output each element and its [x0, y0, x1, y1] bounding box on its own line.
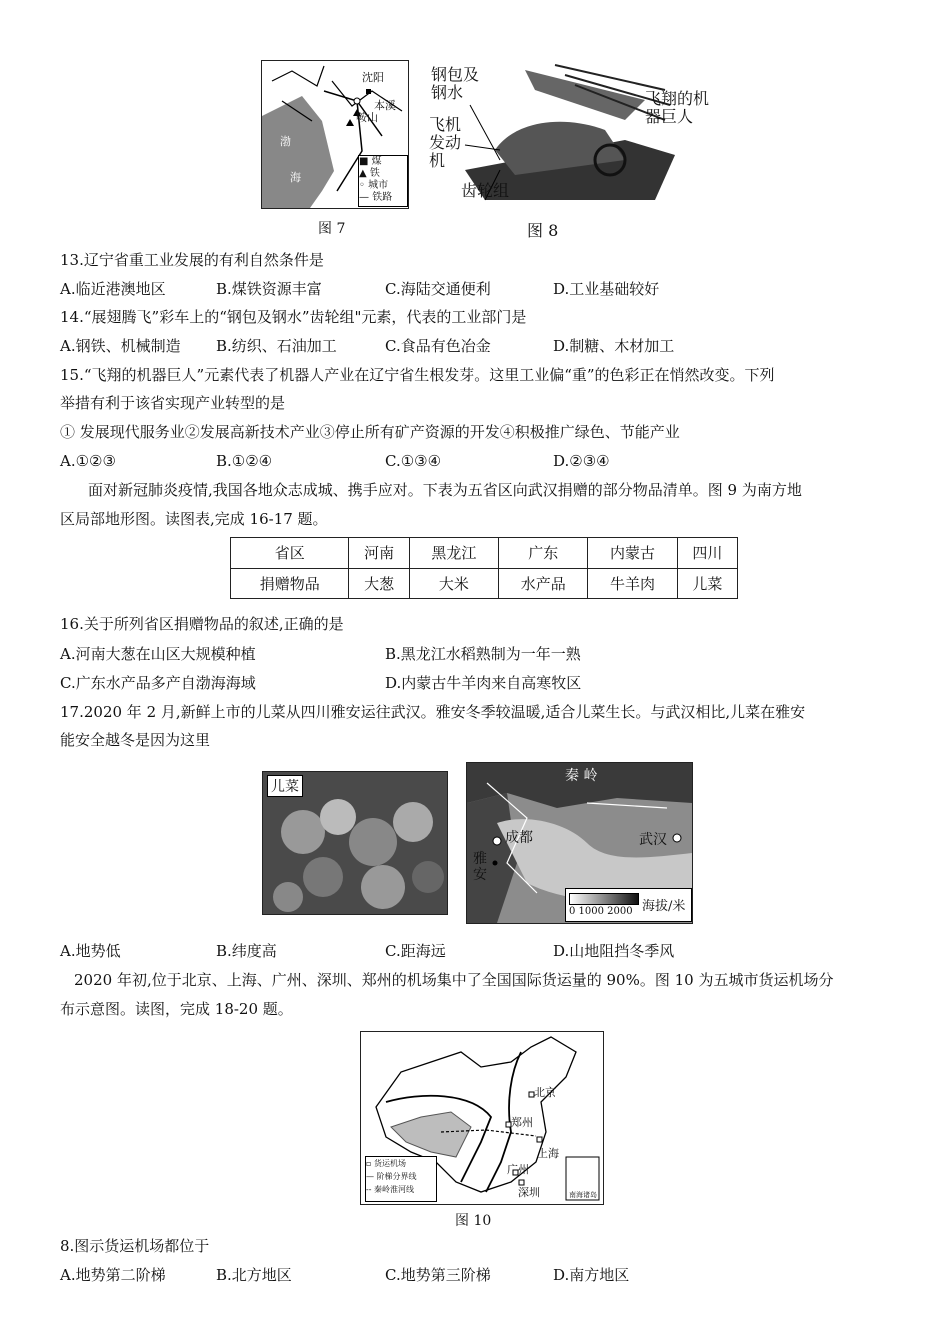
q17-option-c: C.距海远	[385, 942, 446, 960]
label-anshan: 鞍山	[356, 111, 378, 124]
q14-stem: 14.“展翅腾飞”彩车上的“钢包及钢水”齿轮组"元素，代表的工业部门是	[60, 308, 527, 326]
elevation-unit: 海拔/米	[642, 899, 686, 914]
table-cell: 四川	[677, 538, 737, 569]
robot-wing	[525, 70, 645, 120]
intro-16-line2: 区局部地形图。读图表,完成 16-17 题。	[60, 510, 328, 528]
elevation-gradient	[569, 893, 639, 905]
coal-marker	[366, 89, 371, 94]
label-wuhan: 武汉	[639, 832, 667, 848]
table-cell: 捐赠物品	[231, 568, 349, 599]
q15-option-b: B.①②④	[216, 452, 273, 470]
table-row-provinces	[231, 538, 738, 569]
label-hai: 海	[290, 171, 301, 184]
table-cell: 水产品	[499, 568, 588, 599]
fig10-legend	[365, 1156, 437, 1202]
q16-stem: 16.关于所列省区捐赠物品的叙述,正确的是	[60, 615, 344, 633]
table-cell: 广东	[499, 538, 588, 569]
q16-option-a: A.河南大葱在山区大规模种植	[60, 645, 256, 663]
q15-items: ① 发展现代服务业②发展高新技术产业③停止所有矿产资源的开发④积极推广绿色、节能产业	[60, 423, 680, 441]
inset-label: 南海诸岛	[569, 1191, 597, 1199]
intro-18-line1: 2020 年初,位于北京、上海、广州、深圳、郑州的机场集中了全国国际货运量的 90%。图 10 为五城市货运机场分	[74, 971, 834, 989]
q15-option-c: C.①③④	[385, 452, 442, 470]
label-chengdu: 成都	[505, 830, 533, 846]
table-row-items	[231, 568, 738, 599]
table-cell: 牛羊肉	[588, 568, 677, 599]
label-yaan: 雅安	[473, 851, 487, 883]
q18-option-a: A.地势第二阶梯	[60, 1266, 166, 1284]
label-robot: 飞翔的机器巨人	[645, 89, 710, 126]
intro-18-line2: 布示意图。读图，完成 18-20 题。	[60, 1000, 293, 1018]
q15-option-d: D.②③④	[553, 452, 610, 470]
city-zhengzhou: 郑州	[511, 1116, 533, 1129]
q18-stem: 8.图示货运机场都位于	[60, 1237, 210, 1255]
q15-stem-line2: 举措有利于该省实现产业转型的是	[60, 394, 286, 412]
fig7-legend	[358, 155, 408, 207]
q13-option-b: B.煤铁资源丰富	[216, 280, 322, 298]
label-benxi: 本溪	[374, 99, 396, 112]
ercai-photo	[262, 771, 448, 915]
bohai-sea	[262, 96, 334, 208]
table-cell: 河南	[349, 538, 409, 569]
elevation-scale: 0 1000 2000	[569, 906, 633, 917]
legend-iron: ▲ 铁	[359, 168, 380, 179]
q17-option-a: A.地势低	[60, 942, 121, 960]
legend-coal: ■ 煤	[359, 156, 382, 167]
fig7-caption: 图 7	[318, 221, 346, 237]
label-gear: 齿轮组	[461, 181, 510, 200]
city-beijing: 北京	[534, 1086, 556, 1099]
label-steel: 钢包及钢水	[431, 65, 480, 102]
q14-option-a: A.钢铁、机械制造	[60, 337, 181, 355]
legend-railway: — 铁路	[359, 192, 393, 203]
q17-option-b: B.纬度高	[216, 942, 277, 960]
intro-16-line1: 面对新冠肺炎疫情,我国各地众志成城、携手应对。下表为五省区向武汉捐赠的部分物品清单。图 9 为南方地	[88, 481, 802, 499]
label-engine: 飞机发动机	[429, 115, 462, 170]
figure-8-float	[425, 60, 710, 208]
q18-option-d: D.南方地区	[553, 1266, 630, 1284]
q16-option-c: C.广东水产品多产自渤海海域	[60, 674, 256, 692]
q17-option-d: D.山地阻挡冬季风	[553, 942, 675, 960]
label-bo: 渤	[280, 135, 291, 148]
q13-option-a: A.临近港澳地区	[60, 280, 166, 298]
legend-qinling-huaihe: ‐‐ 秦岭淮河线	[366, 1185, 414, 1194]
iron-marker	[346, 119, 354, 126]
q16-option-d: D.内蒙古牛羊肉来自高寒牧区	[385, 674, 582, 692]
q13-stem: 13.辽宁省重工业发展的有利自然条件是	[60, 251, 324, 269]
table-cell: 省区	[231, 538, 349, 569]
elevation-legend	[565, 888, 692, 922]
table-cell: 大葱	[349, 568, 409, 599]
q17-stem-line2: 能安全越冬是因为这里	[60, 731, 211, 749]
city-shanghai: 上海	[537, 1147, 559, 1160]
legend-city: ◦ 城市	[359, 180, 389, 191]
figure-10-china-map	[360, 1031, 604, 1205]
q13-option-c: C.海陆交通便利	[385, 280, 491, 298]
table-cell: 儿菜	[677, 568, 737, 599]
city-shenyang-dot	[354, 98, 360, 104]
q14-option-d: D.制糖、木材加工	[553, 337, 675, 355]
fig8-caption: 图 8	[527, 221, 559, 240]
ercai-photo-label: 儿菜	[267, 775, 303, 797]
donation-table	[230, 537, 738, 599]
city-shenzhen: 深圳	[518, 1186, 540, 1199]
q13-option-d: D.工业基础较好	[553, 280, 660, 298]
q14-option-b: B.纺织、石油加工	[216, 337, 337, 355]
table-cell: 大米	[409, 568, 498, 599]
label-qinling: 秦 岭	[565, 768, 598, 784]
q15-stem-line1: 15.“飞翔的机器巨人”元素代表了机器人产业在辽宁省生根发芽。这里工业偏“重”的色彩正在悄然改变。下列	[60, 366, 775, 384]
q17-stem-line1: 17.2020 年 2 月,新鲜上市的儿菜从四川雅安运往武汉。雅安冬季较温暖,适合儿菜生长。与武汉相比,儿菜在雅安	[60, 703, 806, 721]
figure-7-map	[261, 60, 409, 209]
table-cell: 内蒙古	[588, 538, 677, 569]
legend-airport: ▫ 货运机场	[366, 1159, 406, 1168]
q14-option-c: C.食品有色冶金	[385, 337, 491, 355]
q15-option-a: A.①②③	[60, 452, 116, 470]
legend-step-boundary: — 阶梯分界线	[366, 1172, 417, 1181]
figure-9-terrain-map	[466, 762, 693, 924]
q16-option-b: B.黑龙江水稻熟制为一年一熟	[385, 645, 581, 663]
city-guangzhou: 广州	[507, 1163, 529, 1176]
label-shenyang: 沈阳	[362, 71, 384, 84]
q18-option-b: B.北方地区	[216, 1266, 292, 1284]
fig10-caption: 图 10	[455, 1213, 492, 1229]
table-cell: 黑龙江	[409, 538, 498, 569]
q18-option-c: C.地势第三阶梯	[385, 1266, 491, 1284]
